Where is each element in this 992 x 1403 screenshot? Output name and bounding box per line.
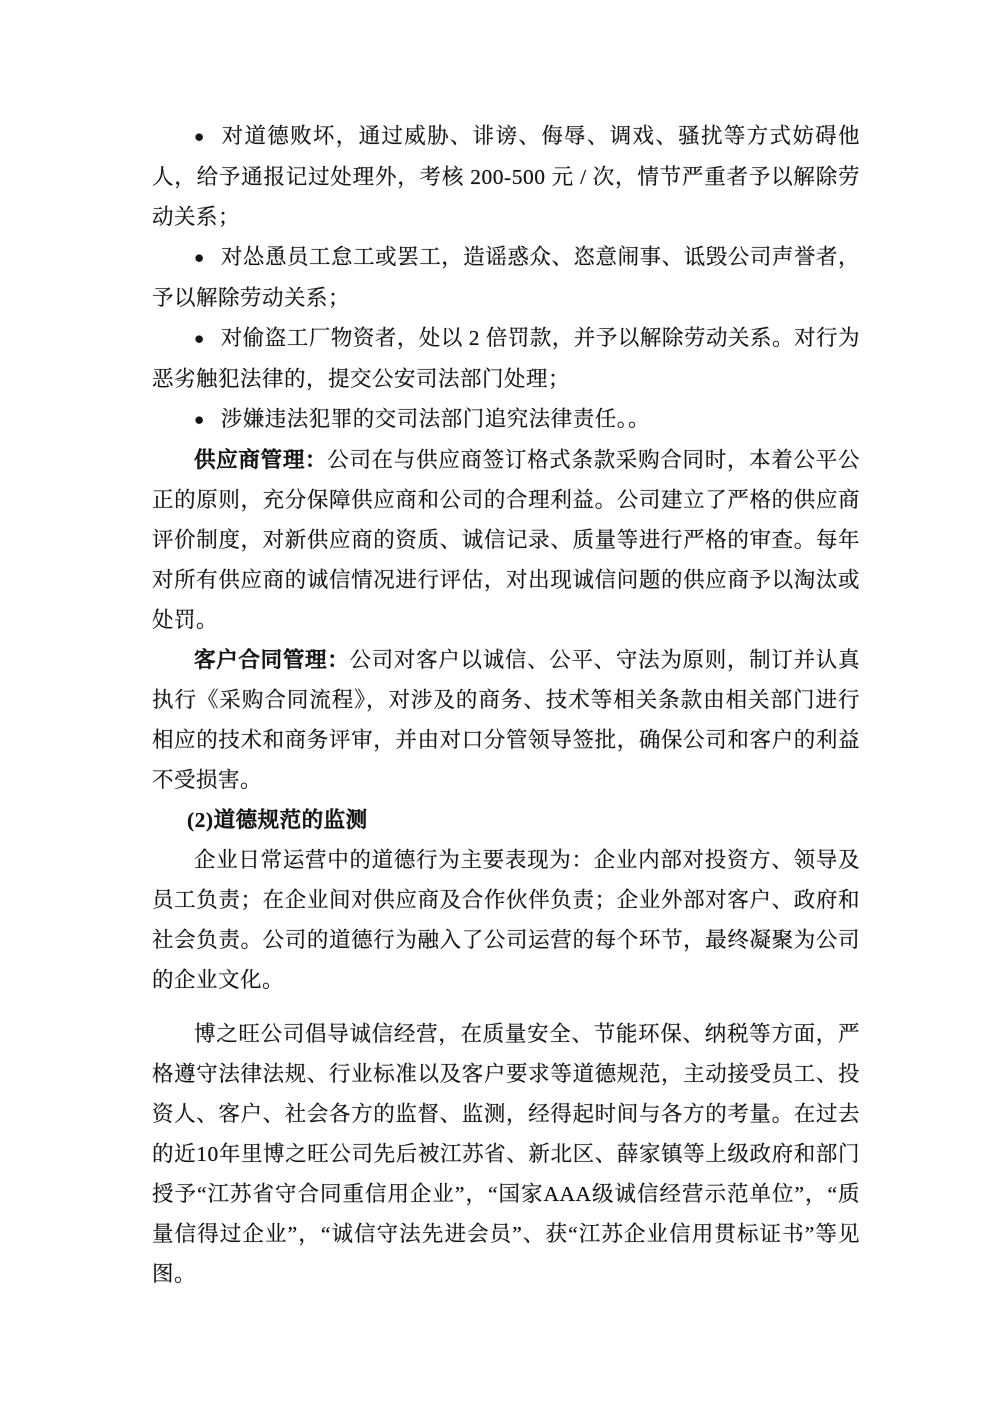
paragraph-lead-label: 客户合同管理： xyxy=(194,648,350,672)
paragraph-text: 对怂恿员工怠工或罢工，造谣惑众、恣意闹事、诋毁公司声誉者，予以解除劳动关系； xyxy=(152,245,860,310)
paragraph-text: 对道德败坏，通过威胁、诽谤、侮辱、调戏、骚扰等方式妨碍他人，给予通报记过处理外，考核 200-500 元 / 次，情节严重者予以解除劳动关系； xyxy=(152,124,860,229)
paragraph-text: 公司在与供应商签订格式条款采购合同时，本着公平公正的原则，充分保障供应商和公司的合理利益。公司建立了严格的供应商评价制度，对新供应商的资质、诚信记录、质量等进行严格的审查。每年对所有供应商的诚信情况进行评估，对出现诚信问题的供应商予以淘汰或处罚。 xyxy=(152,448,860,632)
paragraph-text: 博之旺公司倡导诚信经营，在质量安全、节能环保、纳税等方面，严格遵守法律法规、行业标准以及客户要求等道德规范，主动接受员工、投资人、客户、社会各方的监督、监测，经得起时间与各方的考量。在过去的近10年里博之旺公司先后被江苏省、新北区、薛家镇等上级政府和部门授予“江苏省守合同重信用企业”，“国家AAA级诚信经营示范单位”，“质量信得过企业”，“诚信守法先进会员”、获“江苏企业信用贯标证书”等见图。 xyxy=(152,1022,860,1286)
paragraph-1 xyxy=(152,116,860,237)
paragraph-3 xyxy=(152,318,860,399)
paragraph-2 xyxy=(152,237,860,318)
paragraph-9 xyxy=(152,1014,860,1294)
paragraph-5 xyxy=(152,440,860,640)
paragraph-text: (2)道德规范的监测 xyxy=(187,808,368,832)
paragraph-text: 对偷盗工厂物资者，处以 2 倍罚款，并予以解除劳动关系。对行为恶劣触犯法律的，提交公安司法部门处理； xyxy=(152,326,860,391)
section-heading xyxy=(152,800,860,840)
bullet-icon: ● xyxy=(194,127,205,146)
paragraph-8 xyxy=(152,840,860,1000)
bullet-icon: ● xyxy=(194,248,205,267)
paragraph-6 xyxy=(152,640,860,800)
paragraph-text: 涉嫌违法犯罪的交司法部门追究法律责任。。 xyxy=(220,407,651,431)
bullet-icon: ● xyxy=(194,329,205,348)
bullet-icon: ● xyxy=(194,410,205,429)
paragraph-4 xyxy=(152,399,860,440)
document-content xyxy=(152,116,860,1294)
paragraph-text: 公司对客户以诚信、公平、守法为原则，制订并认真执行《采购合同流程》，对涉及的商务、技术等相关条款由相关部门进行相应的技术和商务评审，并由对口分管领导签批，确保公司和客户的利益不受损害。 xyxy=(152,648,860,792)
paragraph-lead-label: 供应商管理： xyxy=(194,448,328,472)
paragraph-text: 企业日常运营中的道德行为主要表现为：企业内部对投资方、领导及员工负责；在企业间对供应商及合作伙伴负责；企业外部对客户、政府和社会负责。公司的道德行为融入了公司运营的每个环节，最终凝聚为公司的企业文化。 xyxy=(152,848,860,992)
